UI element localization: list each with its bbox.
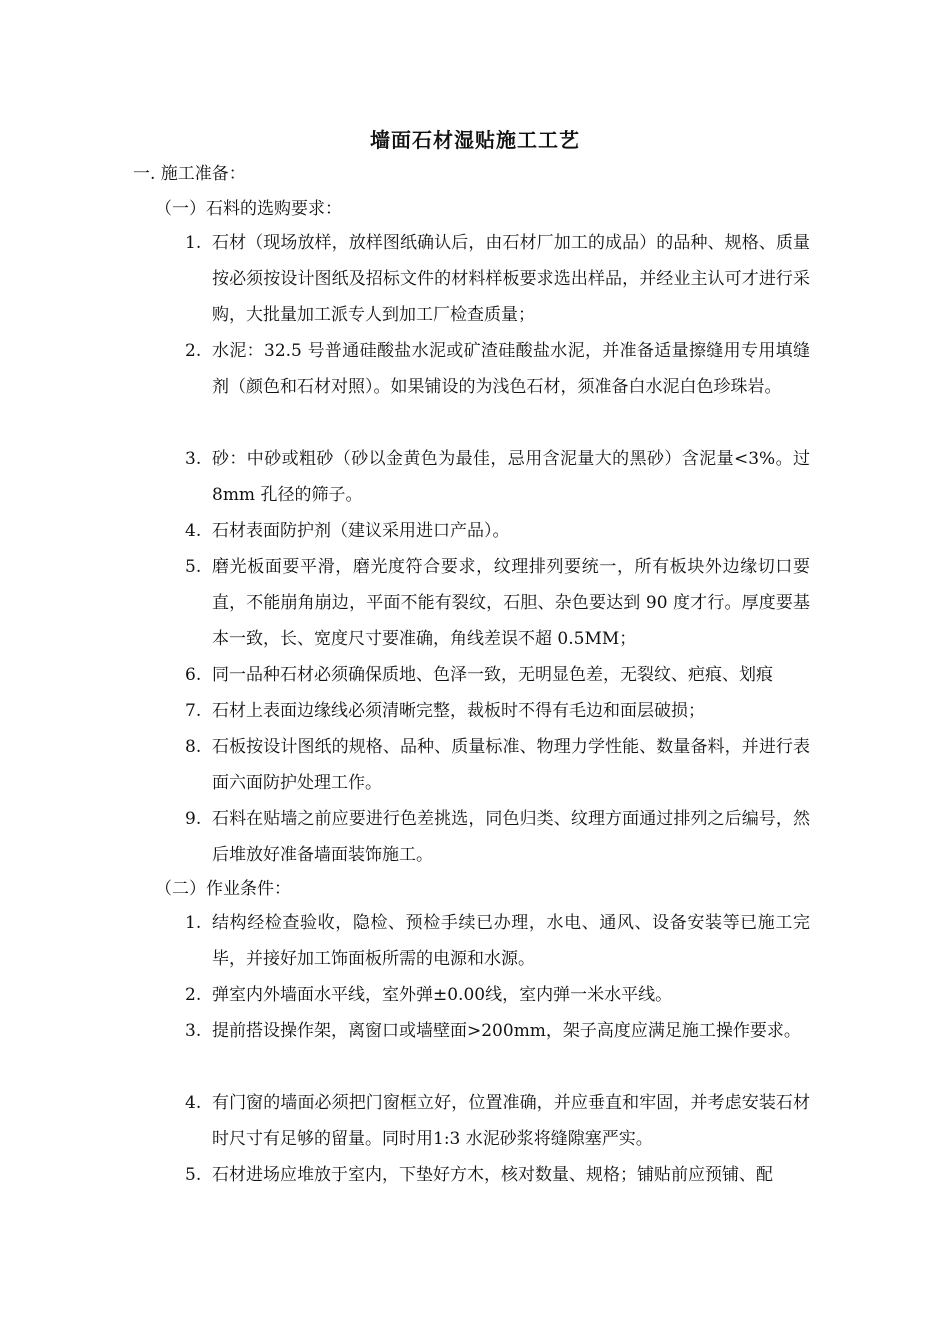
subsection-heading: （二）作业条件： [155, 879, 291, 899]
list-item [185, 1085, 810, 1157]
list-item-number: 7. [185, 701, 202, 721]
list-item [185, 1013, 810, 1049]
list-item [185, 513, 810, 549]
list-item-text: 石板按设计图纸的规格、品种、质量标准、物理力学性能、数量备料，并进行表面六面防护处理工作。 [212, 737, 810, 793]
list-item-number: 3. [185, 1021, 202, 1041]
section-heading: 一. 施工准备： [133, 164, 246, 184]
list-item-text: 砂：中砂或粗砂（砂以金黄色为最佳，忌用含泥量大的黑砂）含泥量<3%。过 8mm 孔径的筛子。 [212, 449, 810, 505]
list-item [185, 657, 810, 693]
list-item-text: 结构经检查验收，隐检、预检手续已办理，水电、通风、设备安装等已施工完毕，并接好加工饰面板所需的电源和水源。 [212, 913, 810, 969]
list-item [185, 333, 810, 405]
subsection-heading: （一）石料的选购要求： [155, 199, 342, 219]
list-item-number: 2. [185, 985, 202, 1005]
list-item [185, 693, 810, 729]
list-item-number: 4. [185, 521, 202, 541]
list-item-number: 6. [185, 665, 202, 685]
list-item-number: 5. [185, 557, 202, 577]
list-item [185, 549, 810, 657]
list-item-number: 1. [185, 233, 202, 253]
list-item-text: 石材（现场放样，放样图纸确认后，由石材厂加工的成品）的品种、规格、质量按必须按设计图纸及招标文件的材料样板要求选出样品，并经业主认可才进行采购，大批量加工派专人到加工厂检查质量； [212, 233, 810, 325]
list-item-text: 磨光板面要平滑，磨光度符合要求，纹理排列要统一，所有板块外边缘切口要直，不能崩角崩边，平面不能有裂纹，石胆、杂色要达到 90 度才行。厚度要基本一致，长、宽度尺寸要准确，角线差误不超 0.5MM； [212, 557, 810, 649]
list-item [185, 977, 810, 1013]
list-item-text: 提前搭设操作架，离窗口或墙壁面>200mm，架子高度应满足施工操作要求。 [212, 1021, 801, 1041]
list-item [185, 905, 810, 977]
list-item [185, 225, 810, 333]
list-item-text: 水泥：32.5 号普通硅酸盐水泥或矿渣硅酸盐水泥，并准备适量擦缝用专用填缝剂（颜色和石材对照）。如果铺设的为浅色石材，须准备白水泥白色珍珠岩。 [212, 341, 810, 397]
list-item [185, 441, 810, 513]
list-item-number: 9. [185, 809, 202, 829]
list-item-text: 同一品种石材必须确保质地、色泽一致，无明显色差，无裂纹、疤痕、划痕 [212, 665, 773, 685]
list-item-number: 3. [185, 449, 202, 469]
list-item-text: 石料在贴墙之前应要进行色差挑选，同色归类、纹理方面通过排列之后编号，然后堆放好准备墙面装饰施工。 [212, 809, 810, 865]
list-item-number: 5. [185, 1165, 202, 1185]
list-item-text: 石材上表面边缘线必须清晰完整，裁板时不得有毛边和面层破损； [212, 701, 705, 721]
list-item-number: 8. [185, 737, 202, 757]
list-item-number: 4. [185, 1093, 202, 1113]
list-item-text: 弹室内外墙面水平线，室外弹±0.00线，室内弹一米水平线。 [212, 985, 673, 1005]
page-title: 墙面石材湿贴施工工艺 [370, 128, 580, 152]
list-item-number: 1. [185, 913, 202, 933]
list-item-number: 2. [185, 341, 202, 361]
list-item [185, 801, 810, 873]
list-item-text: 石材表面防护剂（建议采用进口产品）。 [212, 521, 510, 541]
list-item-text: 石材进场应堆放于室内，下垫好方木，核对数量、规格；铺贴前应预铺、配 [212, 1165, 773, 1185]
list-item [185, 1157, 810, 1193]
list-item-text: 有门窗的墙面必须把门窗框立好，位置准确，并应垂直和牢固，并考虑安装石材时尺寸有足够的留量。同时用1:3 水泥砂浆将缝隙塞严实。 [212, 1093, 810, 1149]
list-item [185, 729, 810, 801]
